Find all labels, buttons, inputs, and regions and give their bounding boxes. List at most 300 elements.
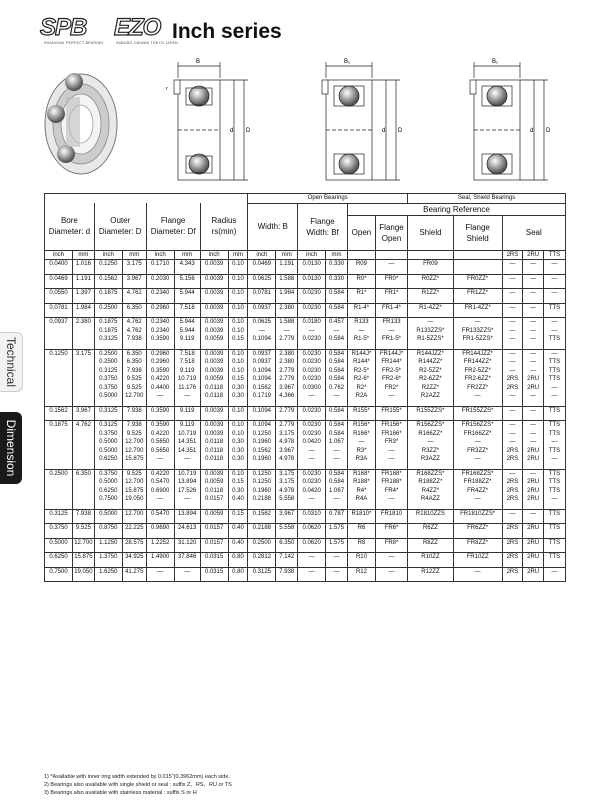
table-row (45, 524, 566, 533)
table-cell: 0.0230 (298, 289, 326, 298)
table-cell: 0.0039 (200, 469, 228, 478)
table-cell: — (453, 438, 502, 447)
table-cell: FR09 (408, 260, 454, 269)
table-cell: 0.10 (228, 318, 248, 327)
table-cell: 17.526 (174, 487, 200, 496)
table-cell (73, 384, 95, 393)
table-cell: 0.2340 (146, 318, 174, 327)
table-cell: — (502, 349, 523, 358)
dim-label-D: D (246, 128, 251, 134)
table-cell: 0.2340 (146, 289, 174, 298)
dim-label-D: D (546, 128, 551, 134)
table-cell (45, 447, 73, 456)
table-cell: 1.575 (326, 538, 348, 547)
table-cell: 9.525 (122, 375, 146, 384)
table-cell: FR1810ZZS* (453, 509, 502, 518)
table-cell: FR2-6ZZ* (453, 375, 502, 384)
table-cell: 7.518 (174, 303, 200, 312)
table-cell: — (502, 367, 523, 376)
table-row (45, 289, 566, 298)
table-cell: 28.575 (122, 538, 146, 547)
table-cell: 3.175 (276, 469, 298, 478)
ezo-logo-subtitle: SABURO OIKAWA TOKYO JAPAN (116, 41, 178, 45)
table-cell: 0.0781 (45, 303, 73, 312)
table-cell: R2* (347, 384, 375, 393)
table-cell: 0.3590 (146, 406, 174, 415)
table-cell: R144J* (347, 349, 375, 358)
table-cell: FR166* (375, 430, 407, 439)
table-cell: R3ZZ* (408, 447, 454, 456)
table-cell: 0.3125 (45, 509, 73, 518)
table-cell: 0.1875 (94, 327, 122, 336)
table-cell: 7.142 (276, 553, 298, 562)
table-cell: 0.2030 (146, 274, 174, 283)
table-cell: 0.10 (228, 260, 248, 269)
table-cell: — (248, 327, 276, 336)
table-cell: 0.0180 (298, 318, 326, 327)
table-cell: 2RU (523, 524, 544, 533)
table-cell: — (523, 327, 544, 336)
table-cell: FR1ZZ* (453, 289, 502, 298)
ball-icon (65, 73, 83, 91)
table-cell: 0.0315 (200, 567, 228, 576)
dim-label-d: d (530, 128, 534, 134)
table-cell: 0.2188 (248, 495, 276, 504)
table-cell: 0.584 (326, 421, 348, 430)
table-cell: 4.762 (73, 421, 95, 430)
dim-label-r: r (166, 86, 168, 92)
table-row (45, 487, 566, 496)
table-cell: TTS (544, 509, 566, 518)
group-separator (45, 576, 566, 582)
table-cell: 15.875 (122, 455, 146, 464)
table-cell: 0.0157 (200, 538, 228, 547)
table-cell: — (298, 392, 326, 401)
table-cell: 0.10 (228, 303, 248, 312)
table-cell: 0.3125 (248, 567, 276, 576)
table-cell: 7.938 (73, 509, 95, 518)
table-cell: 0.0400 (45, 260, 73, 269)
table-cell: 31.120 (174, 538, 200, 547)
table-cell: 0.30 (228, 455, 248, 464)
table-cell: R166ZZ* (408, 430, 454, 439)
bearing-diagrams (36, 52, 604, 187)
table-cell: 2.779 (276, 335, 298, 344)
header-bore: Bore Diameter: d (45, 203, 95, 250)
table-cell: R155* (347, 406, 375, 415)
table-cell: 11.176 (174, 384, 200, 393)
table-cell: — (544, 274, 566, 283)
table-cell: 2RU (523, 375, 544, 384)
table-cell: 0.457 (326, 318, 348, 327)
table-cell: 0.2812 (248, 553, 276, 562)
table-cell: — (502, 392, 523, 401)
table-cell: 0.0937 (45, 318, 73, 327)
table-cell (73, 358, 95, 367)
table-cell: 0.3750 (45, 524, 73, 533)
page-header (0, 0, 605, 56)
table-cell: 12.700 (122, 392, 146, 401)
table-cell: R2-5ZZ* (408, 367, 454, 376)
table-cell: FR2-5ZZ* (453, 367, 502, 376)
table-cell: R4* (347, 487, 375, 496)
table-cell: 0.1562 (94, 274, 122, 283)
table-cell: R133 (347, 318, 375, 327)
spb-logo-subtitle: SHANGHAI PERFECT BEARING (44, 41, 104, 45)
table-cell: 0.3125 (94, 335, 122, 344)
table-cell: 0.10 (228, 469, 248, 478)
dim-label-d: d (382, 128, 386, 134)
table-cell: 0.0420 (298, 438, 326, 447)
unit-inch: inch (200, 250, 228, 260)
table-cell (453, 260, 502, 269)
table-row (45, 274, 566, 283)
table-cell: 0.0039 (200, 303, 228, 312)
table-cell: — (174, 567, 200, 576)
table-cell: FR144* (375, 358, 407, 367)
table-cell: R2-5* (347, 367, 375, 376)
table-cell: R10 (347, 553, 375, 562)
unit-mm: mm (276, 250, 298, 260)
table-cell: — (453, 495, 502, 504)
table-cell: 9.525 (122, 384, 146, 393)
table-cell: 7.938 (276, 567, 298, 576)
table-cell: 0.3125 (94, 421, 122, 430)
table-cell (45, 478, 73, 487)
table-row (45, 335, 566, 344)
table-cell: 4.978 (276, 455, 298, 464)
table-cell: FR1810 (375, 509, 407, 518)
header-outer: Outer Diameter: D (94, 203, 146, 250)
table-cell: 0.1094 (248, 335, 276, 344)
table-cell (73, 455, 95, 464)
footnotes (44, 773, 232, 797)
table-cell: — (502, 327, 523, 336)
table-cell: 0.10 (228, 274, 248, 283)
table-cell: FR133ZZS* (453, 327, 502, 336)
table-cell: 0.2960 (146, 349, 174, 358)
table-cell: — (375, 327, 407, 336)
table-cell: — (523, 421, 544, 430)
table-cell: 2RS (502, 478, 523, 487)
table-cell: 0.0469 (248, 260, 276, 269)
page-title: Inch series (172, 20, 282, 43)
table-cell: 15.875 (74, 554, 93, 560)
table-cell: — (523, 303, 544, 312)
table-cell: 0.3125 (94, 367, 122, 376)
table-cell: — (326, 455, 348, 464)
table-cell: 10.719 (174, 469, 200, 478)
table-cell: R10ZZ (408, 553, 454, 562)
table-cell: 2RS (502, 495, 523, 504)
tab-dimension[interactable]: Dimension (0, 412, 22, 484)
table-cell (73, 430, 95, 439)
table-cell: — (375, 260, 407, 269)
table-cell: 0.2500 (94, 358, 122, 367)
unit-inch: inch (146, 250, 174, 260)
table-cell (45, 327, 73, 336)
table-cell: 1.984 (276, 289, 298, 298)
table-cell: — (276, 327, 298, 336)
table-cell (73, 447, 95, 456)
table-cell: FR188ZZ* (453, 478, 502, 487)
table-cell: 1.4900 (146, 553, 174, 562)
header-flange-shield: Flange Shield (453, 215, 502, 250)
table-cell: 2RS (502, 455, 523, 464)
table-cell: R6ZZ (408, 524, 454, 533)
table-cell: 0.1250 (248, 469, 276, 478)
table-cell: 3.967 (73, 406, 95, 415)
table-cell: — (544, 318, 566, 327)
ball-icon (47, 105, 65, 123)
table-cell: R133ZZS* (408, 327, 454, 336)
table-cell: 0.0059 (200, 478, 228, 487)
table-cell: 0.0230 (298, 375, 326, 384)
table-cell: FR144J* (375, 349, 407, 358)
table-cell: 7.518 (174, 349, 200, 358)
table-cell: 0.0039 (200, 430, 228, 439)
table-cell: FR2-5* (375, 367, 407, 376)
table-cell: TTS (544, 538, 566, 547)
table-cell (73, 438, 95, 447)
unit-mm: mm (326, 250, 348, 260)
table-cell: 14.351 (174, 438, 200, 447)
table-cell: — (523, 260, 544, 269)
table-cell: 2.380 (276, 349, 298, 358)
table-cell: — (174, 455, 200, 464)
table-cell: 2RS (502, 375, 523, 384)
table-cell: 0.0300 (298, 384, 326, 393)
table-cell: 0.0625 (248, 274, 276, 283)
table-cell: FR2ZZ* (453, 384, 502, 393)
table-cell: 2.779 (276, 406, 298, 415)
table-cell (45, 495, 73, 504)
table-cell: 2.380 (73, 318, 95, 327)
table-cell (73, 487, 95, 496)
table-cell: 0.584 (326, 478, 348, 487)
tab-technical[interactable]: Technical (0, 332, 23, 392)
table-cell: — (326, 447, 348, 456)
table-cell: FR0* (375, 274, 407, 283)
table-cell: R4A (347, 495, 375, 504)
table-cell: FR188* (375, 478, 407, 487)
table-cell: — (502, 438, 523, 447)
table-cell: R12 (347, 567, 375, 576)
table-cell: — (453, 567, 502, 576)
table-cell: 0.5000 (94, 478, 122, 487)
table-cell: 3.175 (276, 478, 298, 487)
table-cell (45, 358, 73, 367)
table-cell: 0.0059 (200, 509, 228, 518)
table-cell: 0.0230 (298, 430, 326, 439)
table-cell: 0.3590 (146, 421, 174, 430)
table-cell: — (502, 303, 523, 312)
table-cell: 3.967 (276, 447, 298, 456)
table-cell: — (544, 289, 566, 298)
table-cell: 0.0039 (200, 274, 228, 283)
table-cell: — (502, 406, 523, 415)
header-seal-shield-bearings: Seal, Shield Bearings (408, 194, 566, 204)
table-cell: 15.875 (122, 487, 146, 496)
table-cell: 5.558 (276, 524, 298, 533)
table-cell: 1.191 (276, 260, 298, 269)
table-cell: R1810* (347, 509, 375, 518)
table-cell: 0.3125 (94, 406, 122, 415)
table-cell: 2RU (523, 553, 544, 562)
table-cell: 0.1094 (248, 406, 276, 415)
table-cell: 0.584 (326, 358, 348, 367)
table-cell: 0.0118 (200, 438, 228, 447)
table-cell: — (502, 318, 523, 327)
table-cell: — (146, 455, 174, 464)
table-cell: 2RS (502, 538, 523, 547)
table-cell: 0.5650 (146, 447, 174, 456)
bearing-dimension-table (44, 193, 566, 582)
table-cell: 0.5650 (146, 438, 174, 447)
table-cell: 19.050 (74, 568, 93, 575)
table-cell: 0.0059 (200, 335, 228, 344)
table-cell: FR10ZZ (453, 553, 502, 562)
table-cell: FR2* (375, 384, 407, 393)
table-cell: — (502, 358, 523, 367)
table-cell: 0.1562 (248, 447, 276, 456)
table-cell: FR144JZZ* (453, 349, 502, 358)
table-cell: 0.10 (228, 367, 248, 376)
table-cell: 0.1960 (248, 455, 276, 464)
table-row (45, 327, 566, 336)
unit-inch: inch (248, 250, 276, 260)
table-cell: 1.397 (73, 289, 95, 298)
table-cell: 0.10 (228, 430, 248, 439)
table-cell: TTS (544, 406, 566, 415)
table-cell: TTS (544, 430, 566, 439)
table-cell: 1.588 (276, 274, 298, 283)
diagram-shielded-flanged (322, 62, 400, 180)
table-cell: — (453, 392, 502, 401)
table-cell: — (523, 430, 544, 439)
table-cell: 0.0550 (45, 289, 73, 298)
table-cell: 0.30 (228, 384, 248, 393)
table-cell: 0.0039 (200, 327, 228, 336)
table-cell: 0.1875 (45, 421, 73, 430)
table-cell: 41.275 (122, 567, 146, 576)
table-cell: 7.938 (122, 367, 146, 376)
table-cell: 0.584 (326, 367, 348, 376)
table-cell: 0.1094 (248, 421, 276, 430)
table-cell: 0.6900 (146, 487, 174, 496)
table-row (45, 260, 566, 269)
table-cell: — (326, 392, 348, 401)
table-cell: 0.787 (326, 509, 348, 518)
table-cell: R188ZZ* (408, 478, 454, 487)
table-cell: 0.5000 (94, 438, 122, 447)
table-cell: 0.0157 (200, 524, 228, 533)
table-cell: 0.40 (228, 524, 248, 533)
table-cell: 2.380 (276, 358, 298, 367)
table-cell: — (146, 392, 174, 401)
table-cell: 0.15 (228, 478, 248, 487)
header-open: Open (347, 215, 375, 250)
table-cell: 2RS (502, 553, 523, 562)
table-cell: 0.1094 (248, 375, 276, 384)
table-cell: — (523, 392, 544, 401)
table-cell: TTS (544, 358, 566, 367)
table-cell: TTS (544, 553, 566, 562)
table-cell: — (502, 509, 523, 518)
table-cell: — (375, 495, 407, 504)
table-cell: 0.8750 (94, 524, 122, 533)
table-cell: TTS (544, 367, 566, 376)
footnote-2: 2) Bearings also available with single shield or seal : suffix Z、RS、RU or TS (44, 782, 232, 788)
table-cell: 0.15 (228, 509, 248, 518)
table-cell: 0.15 (228, 335, 248, 344)
table-cell: 0.584 (326, 469, 348, 478)
table-cell: — (326, 327, 348, 336)
table-cell (73, 327, 95, 336)
table-cell: FR1-4* (375, 303, 407, 312)
table-cell: — (544, 438, 566, 447)
table-cell: FR155* (375, 406, 407, 415)
table-cell: 9.119 (174, 367, 200, 376)
table-cell: 1.2252 (146, 538, 174, 547)
table-cell: 12.700 (122, 478, 146, 487)
table-cell (45, 384, 73, 393)
table-cell: 0.9690 (146, 524, 174, 533)
table-cell: 0.584 (326, 303, 348, 312)
table-cell: — (544, 260, 566, 269)
table-cell: R156* (347, 421, 375, 430)
table-cell: R1ZZ* (408, 289, 454, 298)
table-cell: 4.762 (122, 289, 146, 298)
unit-inch: inch (94, 250, 122, 260)
table-cell: 0.0315 (200, 553, 228, 562)
table-cell: 0.0230 (298, 469, 326, 478)
table-row (45, 349, 566, 358)
table-cell: 6.350 (122, 358, 146, 367)
table-cell (73, 335, 95, 344)
table-row (45, 447, 566, 456)
table-cell: 0.584 (326, 335, 348, 344)
table-cell: 0.1094 (248, 367, 276, 376)
table-cell: R1* (347, 289, 375, 298)
table-cell: 0.10 (228, 406, 248, 415)
table-cell: FR166ZZ* (453, 430, 502, 439)
table-cell: — (523, 289, 544, 298)
table-row (45, 438, 566, 447)
header-shield: Shield (408, 215, 454, 250)
table-cell: — (347, 438, 375, 447)
table-cell: 9.119 (174, 335, 200, 344)
table-cell: R144* (347, 358, 375, 367)
table-cell: — (453, 455, 502, 464)
table-cell: — (544, 349, 566, 358)
table-cell: 0.2500 (94, 303, 122, 312)
table-row (45, 421, 566, 430)
table-cell: — (502, 260, 523, 269)
table-cell: 0.0039 (200, 289, 228, 298)
table-cell: FR4ZZ* (453, 487, 502, 496)
table-cell: 0.2340 (146, 327, 174, 336)
table-cell: 0.0230 (298, 349, 326, 358)
table-cell: — (375, 447, 407, 456)
table-cell: R3A (347, 455, 375, 464)
table-cell: 0.0118 (200, 447, 228, 456)
bearing-3d-illustration (45, 73, 117, 174)
table-cell: 12.700 (122, 509, 146, 518)
table-cell: FR6ZZ* (453, 524, 502, 533)
table-cell: — (326, 567, 348, 576)
table-cell: 0.4400 (146, 384, 174, 393)
